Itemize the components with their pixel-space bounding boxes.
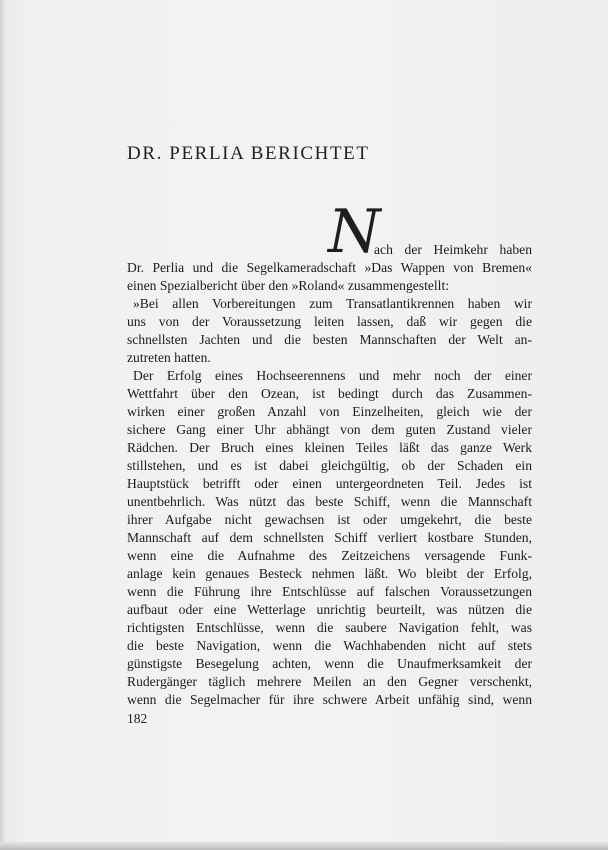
text-line: »Bei allen Vorbereitungen zum Transatlantikrennen haben wir <box>133 296 532 311</box>
text-line: Rudergänger täglich mehrere Meilen an den Gegner verschenkt, <box>127 674 532 689</box>
text-line: schnellsten Jachten und die besten Mannschaften der Welt an- <box>127 332 532 347</box>
text-line: wenn die Segelmacher für ihre schwere Arbeit unfähig sind, wenn <box>127 692 532 707</box>
text-line: unentbehrlich. Was nützt das beste Schiff, wenn die Mannschaft <box>127 494 532 509</box>
text-line: Rädchen. Der Bruch eines kleinen Teiles läßt das ganze Werk <box>127 440 532 455</box>
page-number: 182 <box>127 711 148 726</box>
chapter-title: DR. PERLIA BERICHTET <box>127 143 370 164</box>
text-line: sichere Gang einer Uhr abhängt von dem guten Zustand vieler <box>127 422 532 437</box>
text-line: wenn eine die Aufnahme des Zeitzeichens versagende Funk- <box>127 548 532 563</box>
text-line: Der Erfolg eines Hochseerennens und mehr noch der einer <box>133 368 532 383</box>
text-line: stillstehen, und es ist dabei gleichgültig, ob der Schaden ein <box>127 458 532 473</box>
drop-cap-initial: N <box>328 197 381 267</box>
text-line: Hauptstück betrifft oder einen untergeordneten Teil. Jedes ist <box>127 476 532 491</box>
text-line: einen Spezialbericht über den »Roland« zusammengestellt: <box>127 278 449 293</box>
text-line: die beste Navigation, wenn die Wachhabenden nicht auf stets <box>127 638 532 653</box>
page-gutter <box>0 0 6 850</box>
text-line: uns von der Voraussetzung leiten lassen, daß wir gegen die <box>127 314 532 329</box>
text-line: wirken einer großen Anzahl von Einzelheiten, gleich wie der <box>127 404 532 419</box>
text-line: günstigste Besegelung achten, wenn die Unaufmerksamkeit der <box>127 656 532 671</box>
text-line: richtigsten Entschlüsse, wenn die saubere Navigation fehlt, was <box>127 620 532 635</box>
text-line: anlage kein genaues Besteck nehmen läßt. Wo bleibt der Erfolg, <box>127 566 532 581</box>
text-line: ach der Heimkehr haben <box>374 242 532 257</box>
text-line: wenn die Führung ihre Entschlüsse auf falschen Voraussetzungen <box>127 584 532 599</box>
text-line: aufbaut oder eine Wetterlage unrichtig beurteilt, was nützen die <box>127 602 532 617</box>
page-bottom-edge <box>0 842 608 850</box>
text-line: ihrer Aufgabe nicht gewachsen ist oder umgekehrt, die beste <box>127 512 532 527</box>
text-line: Wettfahrt über den Ozean, ist bedingt durch das Zusammen- <box>127 386 532 401</box>
text-line: Mannschaft auf dem schnellsten Schiff verliert kostbare Stunden, <box>127 530 532 545</box>
text-line: Dr. Perlia und die Segelkameradschaft »Das Wappen von Bremen« <box>127 260 532 275</box>
text-line: zutreten hatten. <box>127 350 211 365</box>
